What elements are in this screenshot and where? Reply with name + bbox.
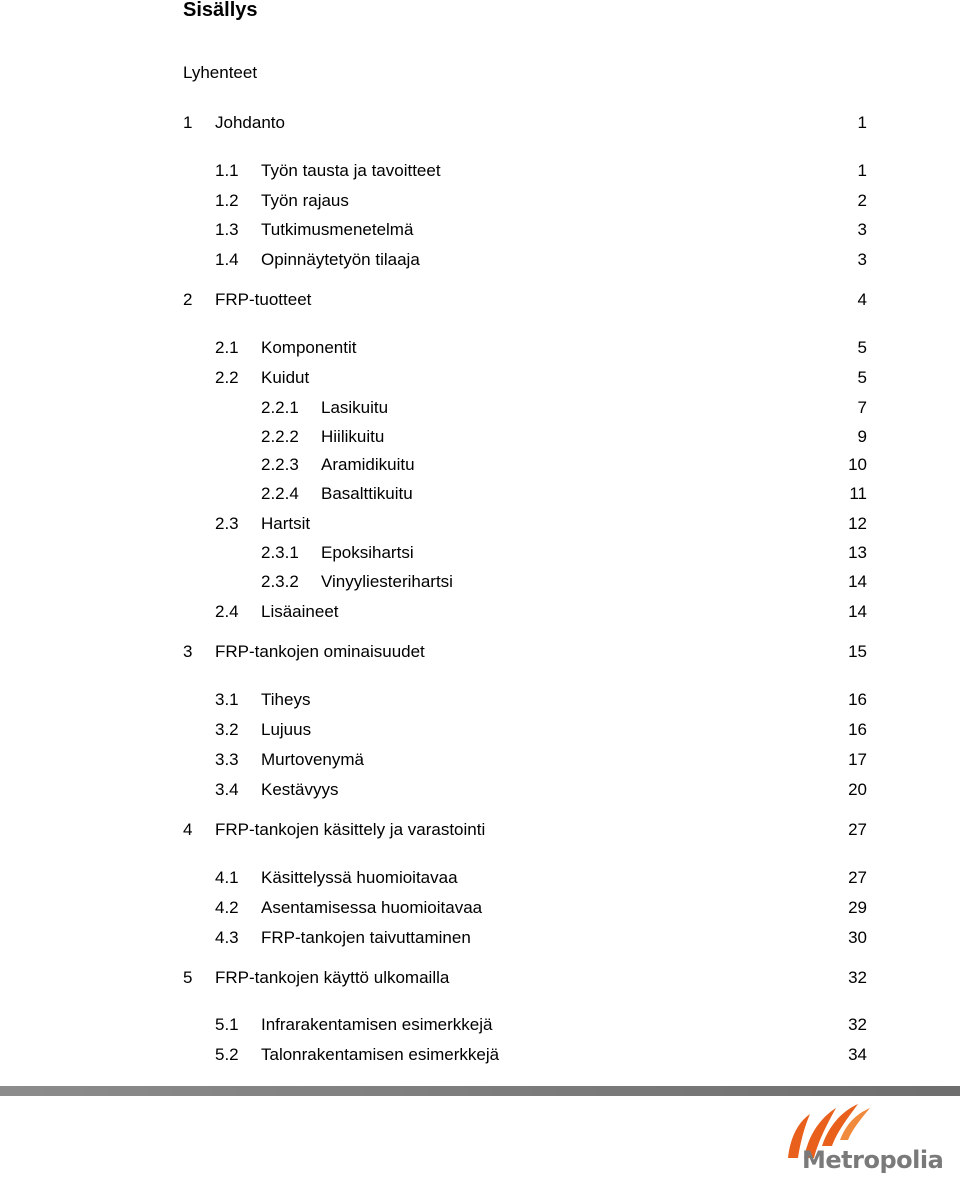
toc-entry-number: 2.2 [215, 368, 239, 387]
toc-entry-number: 2.3.2 [261, 572, 299, 591]
toc-entry-label: Hartsit [261, 514, 311, 533]
toc-entry-number: 2.2.3 [261, 455, 299, 474]
toc-entry-number: 2.3 [215, 514, 239, 533]
toc-entry-page: 2 [857, 191, 867, 210]
toc-entry-number: 5.2 [215, 1045, 239, 1064]
toc-entry-number: 3.1 [215, 690, 239, 709]
toc-entry-number: 2.2.1 [261, 398, 299, 417]
toc-entry-label: FRP-tankojen taivuttaminen [261, 928, 471, 947]
toc-entry-label: Työn rajaus [261, 191, 349, 210]
toc-entry-page: 34 [848, 1045, 867, 1064]
toc-entry-label: Lyhenteet [183, 63, 258, 82]
toc-entry-page: 29 [848, 898, 867, 917]
toc-entry-label: Opinnäytetyön tilaaja [261, 250, 420, 269]
toc-entry-number: 4.1 [215, 868, 239, 887]
toc-entry-label: Epoksihartsi [321, 543, 414, 562]
toc-entry-label: Vinyyliesterihartsi [321, 572, 453, 591]
toc-entry-number: 2.2.2 [261, 427, 299, 446]
toc-entry-label: Tutkimusmenetelmä [261, 220, 414, 239]
toc-entry-page: 1 [857, 161, 867, 180]
toc-entry-page: 5 [857, 338, 867, 357]
toc-entry-page: 30 [848, 928, 867, 947]
toc-entry-label: Hiilikuitu [321, 427, 385, 446]
toc-entry-number: 4 [183, 820, 193, 839]
toc-entry-number: 3.3 [215, 750, 239, 769]
toc-entry-label: FRP-tankojen käsittely ja varastointi [215, 820, 486, 839]
toc-entry-label: Kestävyys [261, 780, 339, 799]
toc-entry-number: 3.4 [215, 780, 239, 799]
toc-entry-page: 14 [848, 572, 867, 591]
toc-entry-number: 3.2 [215, 720, 239, 739]
toc-entry-page: 15 [848, 642, 867, 661]
toc-entry-label: Basalttikuitu [321, 484, 413, 503]
toc-entry-page: 12 [848, 514, 867, 533]
toc-entry-label: Työn tausta ja tavoitteet [261, 161, 441, 180]
toc-entry-page: 7 [857, 398, 867, 417]
toc-entry-page: 27 [848, 868, 867, 887]
toc-entry-number: 2.4 [215, 602, 239, 621]
toc-entry-page: 14 [848, 602, 867, 621]
toc-entry-page: 3 [857, 250, 867, 269]
toc-entry-page: 9 [857, 427, 867, 446]
toc-entry-page: 32 [848, 1015, 867, 1034]
toc-entry-label: Kuidut [261, 368, 310, 387]
toc-entry-label: Infrarakentamisen esimerkkejä [261, 1015, 493, 1034]
toc-entry-number: 5.1 [215, 1015, 239, 1034]
toc-entry-number: 1.1 [215, 161, 239, 180]
toc-entry-page: 17 [848, 750, 867, 769]
toc-entry-label: FRP-tuotteet [215, 290, 312, 309]
toc-entry-page: 11 [849, 484, 867, 503]
toc-entry-label: Tiheys [261, 690, 311, 709]
toc-entry-number: 2.3.1 [261, 543, 299, 562]
toc-entry-label: Komponentit [261, 338, 357, 357]
toc-entry-label: FRP-tankojen käyttö ulkomailla [215, 968, 450, 987]
toc-entry-label: Johdanto [215, 113, 285, 132]
toc-entry-number: 4.2 [215, 898, 239, 917]
toc-entry-number: 4.3 [215, 928, 239, 947]
toc-entry-page: 5 [857, 368, 867, 387]
page-title: Sisällys [183, 0, 258, 21]
toc-entry-number: 3 [183, 642, 193, 661]
toc-entry-label: Aramidikuitu [321, 455, 415, 474]
toc-entry-page: 3 [857, 220, 867, 239]
toc-entry-page: 16 [848, 690, 867, 709]
toc-entry-label: Murtovenymä [261, 750, 364, 769]
toc-entry-page: 16 [848, 720, 867, 739]
toc-entry-page: 10 [848, 455, 867, 474]
toc-entry-number: 2.1 [215, 338, 239, 357]
toc-entry-page: 27 [848, 820, 867, 839]
toc-entry-label: Lisäaineet [261, 602, 339, 621]
toc-entry-label: Käsittelyssä huomioitavaa [261, 868, 458, 887]
toc-entry-page: 13 [848, 543, 867, 562]
toc-entry-page: 1 [857, 113, 867, 132]
toc-entry-page: 32 [848, 968, 867, 987]
metropolia-logo-text: Metropolia [802, 1146, 944, 1174]
footer-bar [0, 1086, 960, 1096]
toc-entry-label: Lasikuitu [321, 398, 389, 417]
toc-entry-page: 4 [857, 290, 867, 309]
toc-entry-number: 2.2.4 [261, 484, 299, 503]
toc-entry-number: 1.3 [215, 220, 239, 239]
toc-entry-number: 2 [183, 290, 193, 309]
toc-entry-number: 1.4 [215, 250, 239, 269]
toc-entry-number: 1 [183, 113, 193, 132]
toc-entry-number: 5 [183, 968, 193, 987]
toc-entry-number: 1.2 [215, 191, 239, 210]
toc-entry-label: FRP-tankojen ominaisuudet [215, 642, 425, 661]
toc-entry-label: Talonrakentamisen esimerkkejä [261, 1045, 500, 1064]
toc-entry-page: 20 [848, 780, 867, 799]
toc-entry-label: Asentamisessa huomioitavaa [261, 898, 483, 917]
toc-entry-label: Lujuus [261, 720, 312, 739]
